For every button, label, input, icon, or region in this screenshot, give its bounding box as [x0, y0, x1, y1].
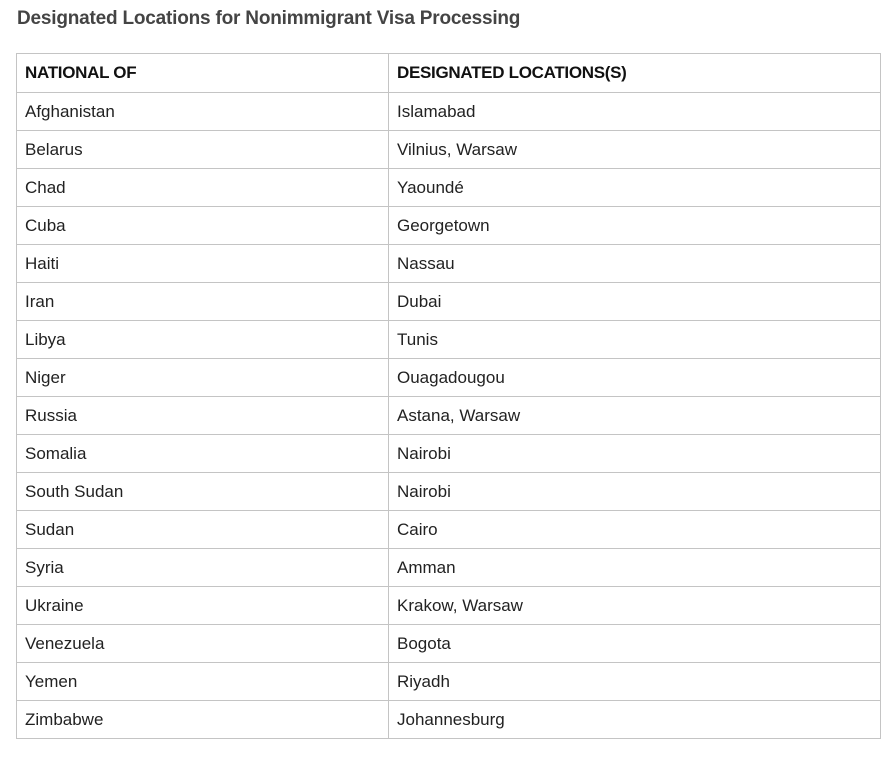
cell-designated-location: Vilnius, Warsaw — [389, 131, 881, 169]
table-row — [17, 663, 881, 701]
cell-national-of: Libya — [17, 321, 389, 359]
cell-national-of: Iran — [17, 283, 389, 321]
cell-national-of: Haiti — [17, 245, 389, 283]
header-national-of: NATIONAL OF — [17, 54, 389, 93]
cell-designated-location: Johannesburg — [389, 701, 881, 739]
cell-designated-location: Astana, Warsaw — [389, 397, 881, 435]
table-row — [17, 625, 881, 663]
table-row — [17, 93, 881, 131]
cell-national-of: Zimbabwe — [17, 701, 389, 739]
cell-national-of: Venezuela — [17, 625, 389, 663]
table-row — [17, 435, 881, 473]
table-row — [17, 701, 881, 739]
table-body — [17, 93, 881, 739]
table-row — [17, 321, 881, 359]
page-title: Designated Locations for Nonimmigrant Visa Processing — [17, 8, 521, 29]
table-row — [17, 169, 881, 207]
cell-designated-location: Riyadh — [389, 663, 881, 701]
table-row — [17, 207, 881, 245]
table-header-row — [17, 54, 881, 93]
table-row — [17, 473, 881, 511]
table-row — [17, 397, 881, 435]
cell-national-of: Afghanistan — [17, 93, 389, 131]
cell-national-of: Belarus — [17, 131, 389, 169]
cell-national-of: Sudan — [17, 511, 389, 549]
cell-designated-location: Nairobi — [389, 435, 881, 473]
header-designated-locations: DESIGNATED LOCATIONS(S) — [389, 54, 881, 93]
cell-national-of: Ukraine — [17, 587, 389, 625]
table-row — [17, 283, 881, 321]
cell-designated-location: Amman — [389, 549, 881, 587]
cell-designated-location: Islamabad — [389, 93, 881, 131]
cell-designated-location: Cairo — [389, 511, 881, 549]
cell-designated-location: Bogota — [389, 625, 881, 663]
cell-designated-location: Georgetown — [389, 207, 881, 245]
cell-designated-location: Dubai — [389, 283, 881, 321]
cell-national-of: Niger — [17, 359, 389, 397]
cell-national-of: Yemen — [17, 663, 389, 701]
cell-designated-location: Tunis — [389, 321, 881, 359]
cell-national-of: Chad — [17, 169, 389, 207]
cell-designated-location: Krakow, Warsaw — [389, 587, 881, 625]
cell-national-of: Somalia — [17, 435, 389, 473]
cell-designated-location: Nairobi — [389, 473, 881, 511]
designated-locations-table — [16, 53, 881, 739]
cell-designated-location: Ouagadougou — [389, 359, 881, 397]
table-row — [17, 587, 881, 625]
cell-national-of: Russia — [17, 397, 389, 435]
cell-designated-location: Nassau — [389, 245, 881, 283]
cell-designated-location: Yaoundé — [389, 169, 881, 207]
cell-national-of: Cuba — [17, 207, 389, 245]
table-row — [17, 549, 881, 587]
table-row — [17, 511, 881, 549]
cell-national-of: Syria — [17, 549, 389, 587]
table-row — [17, 131, 881, 169]
table-row — [17, 245, 881, 283]
table-row — [17, 359, 881, 397]
cell-national-of: South Sudan — [17, 473, 389, 511]
